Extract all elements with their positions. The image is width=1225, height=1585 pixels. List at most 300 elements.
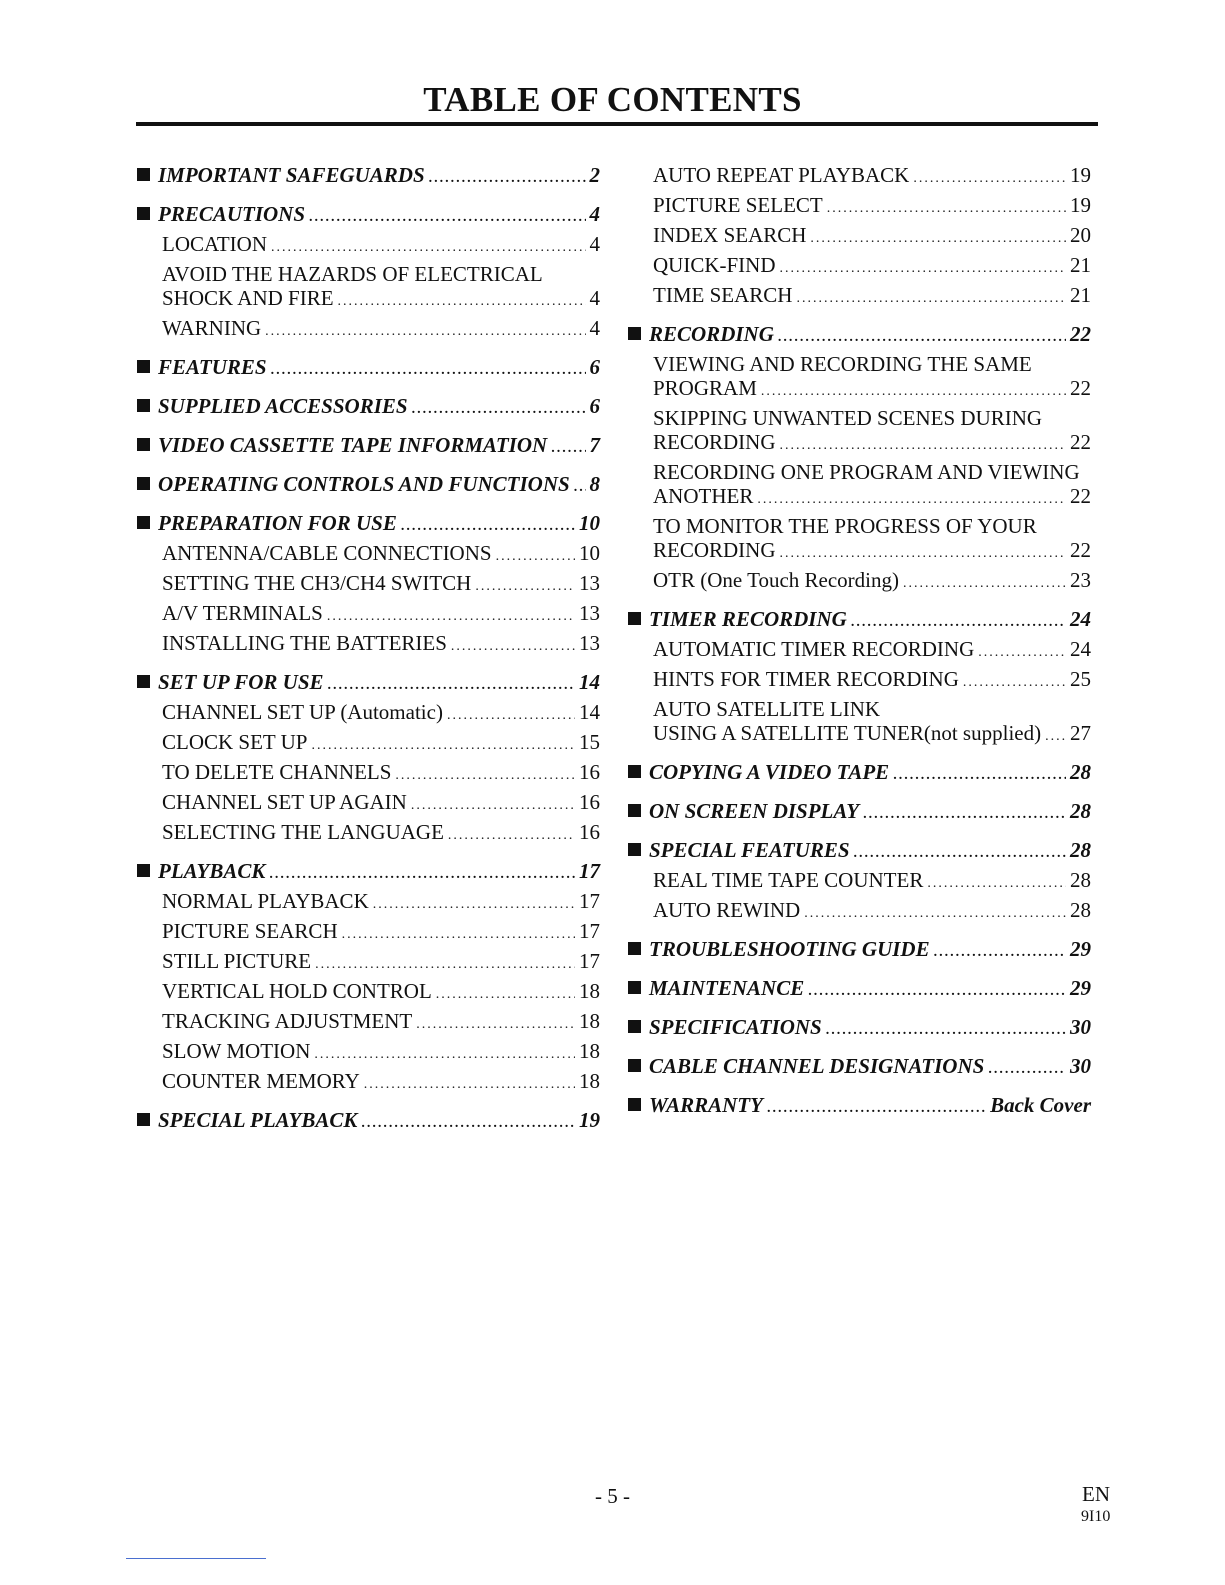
toc-line bbox=[628, 280, 1091, 310]
toc-line bbox=[628, 376, 1091, 400]
square-bullet-icon bbox=[628, 327, 641, 340]
toc-entry-title: VIEWING AND RECORDING THE SAME bbox=[653, 352, 1032, 376]
toc-line bbox=[628, 430, 1091, 454]
toc-entry-title: HINTS FOR TIMER RECORDING bbox=[653, 667, 959, 691]
toc-page-number: 15 bbox=[579, 730, 600, 754]
toc-subentry bbox=[628, 220, 1091, 250]
toc-page-number: 2 bbox=[589, 163, 600, 187]
toc-entry-title: TIMER RECORDING bbox=[649, 607, 847, 631]
toc-subentry bbox=[628, 403, 1091, 457]
dot-leader bbox=[1045, 725, 1066, 749]
toc-entry-title: ANTENNA/CABLE CONNECTIONS bbox=[162, 541, 492, 565]
toc-page-number: 16 bbox=[579, 820, 600, 844]
square-bullet-icon bbox=[628, 1098, 641, 1111]
toc-page-number: 29 bbox=[1070, 976, 1091, 1000]
toc-entry-title: SETTING THE CH3/CH4 SWITCH bbox=[162, 571, 472, 595]
toc-section-entry bbox=[137, 856, 600, 886]
dot-leader bbox=[265, 317, 585, 347]
toc-entry-title: TO DELETE CHANNELS bbox=[162, 760, 392, 784]
toc-section-entry bbox=[137, 430, 600, 460]
toc-line bbox=[628, 406, 1091, 430]
toc-page-number: 6 bbox=[589, 355, 600, 379]
toc-entry-title: TRACKING ADJUSTMENT bbox=[162, 1009, 413, 1033]
dot-leader bbox=[757, 488, 1066, 512]
toc-line bbox=[137, 262, 600, 286]
toc-line bbox=[628, 220, 1091, 250]
toc-entry-title: VIDEO CASSETTE TAPE INFORMATION bbox=[158, 433, 548, 457]
square-bullet-icon bbox=[628, 843, 641, 856]
square-bullet-icon bbox=[628, 1059, 641, 1072]
toc-entry-title: RECORDING bbox=[649, 322, 774, 346]
square-bullet-icon bbox=[137, 516, 150, 529]
toc-page-number: 22 bbox=[1070, 322, 1091, 346]
toc-line bbox=[137, 1105, 600, 1135]
dot-leader bbox=[761, 380, 1066, 404]
toc-entry-title: AUTO SATELLITE LINK bbox=[653, 697, 881, 721]
toc-entry-title: COPYING A VIDEO TAPE bbox=[649, 760, 890, 784]
dot-leader bbox=[963, 668, 1066, 698]
dot-leader bbox=[271, 356, 586, 386]
dot-leader bbox=[574, 473, 586, 503]
dot-leader bbox=[778, 323, 1066, 353]
dot-leader bbox=[863, 800, 1066, 830]
toc-entry-title: RECORDING bbox=[653, 430, 776, 454]
toc-entry-title: OTR (One Touch Recording) bbox=[653, 568, 900, 592]
toc-subentry bbox=[137, 229, 600, 259]
toc-subentry bbox=[628, 457, 1091, 511]
dot-leader bbox=[416, 1010, 575, 1040]
toc-page-number: 18 bbox=[579, 979, 600, 1003]
toc-line bbox=[628, 697, 1091, 721]
toc-entry-title: PRECAUTIONS bbox=[158, 202, 306, 226]
toc-page-number: 28 bbox=[1070, 799, 1091, 823]
toc-page-number: 13 bbox=[579, 571, 600, 595]
toc-section-entry bbox=[137, 508, 600, 538]
toc-subentry bbox=[628, 349, 1091, 403]
page-number: - 5 - bbox=[595, 1484, 630, 1508]
dot-leader bbox=[780, 254, 1067, 284]
toc-page-number: 4 bbox=[589, 202, 600, 226]
toc-entry-title: AUTO REPEAT PLAYBACK bbox=[653, 163, 910, 187]
toc-entry-title: STILL PICTURE bbox=[162, 949, 312, 973]
toc-page-number: 22 bbox=[1070, 484, 1091, 508]
toc-entry-title: AUTOMATIC TIMER RECORDING bbox=[653, 637, 975, 661]
toc-line bbox=[137, 1066, 600, 1096]
toc-subentry bbox=[137, 313, 600, 343]
dot-leader bbox=[903, 569, 1066, 599]
toc-entry-title: SKIPPING UNWANTED SCENES DURING bbox=[653, 406, 1043, 430]
dot-leader bbox=[893, 761, 1066, 791]
toc-entry-title: FEATURES bbox=[158, 355, 267, 379]
toc-page-number: 30 bbox=[1070, 1015, 1091, 1039]
dot-leader bbox=[364, 1070, 575, 1100]
dot-leader bbox=[927, 869, 1066, 899]
toc-line bbox=[628, 757, 1091, 787]
toc-line bbox=[137, 538, 600, 568]
dot-leader bbox=[412, 395, 586, 425]
toc-entry-title: ANOTHER bbox=[653, 484, 754, 508]
toc-entry-title: INSTALLING THE BATTERIES bbox=[162, 631, 447, 655]
toc-line bbox=[628, 160, 1091, 190]
toc-page-number: 29 bbox=[1070, 937, 1091, 961]
toc-entry-title: A/V TERMINALS bbox=[162, 601, 323, 625]
toc-page-number: 22 bbox=[1070, 376, 1091, 400]
toc-entry-title: TROUBLESHOOTING GUIDE bbox=[649, 937, 930, 961]
toc-subentry bbox=[628, 694, 1091, 748]
toc-page-number: 28 bbox=[1070, 898, 1091, 922]
toc-line bbox=[628, 835, 1091, 865]
dot-leader bbox=[436, 980, 575, 1010]
toc-line bbox=[137, 916, 600, 946]
toc-section-entry bbox=[137, 469, 600, 499]
toc-line bbox=[628, 190, 1091, 220]
toc-page-number: 23 bbox=[1070, 568, 1091, 592]
toc-subentry bbox=[628, 160, 1091, 190]
square-bullet-icon bbox=[628, 765, 641, 778]
toc-line bbox=[137, 469, 600, 499]
toc-page-number: 20 bbox=[1070, 223, 1091, 247]
toc-section-entry bbox=[137, 1105, 600, 1135]
toc-entry-title: OPERATING CONTROLS AND FUNCTIONS bbox=[158, 472, 570, 496]
toc-page-number: 22 bbox=[1070, 430, 1091, 454]
square-bullet-icon bbox=[137, 675, 150, 688]
toc-entry-title: ON SCREEN DISPLAY bbox=[649, 799, 860, 823]
toc-line bbox=[137, 886, 600, 916]
toc-line bbox=[137, 787, 600, 817]
toc-section-entry bbox=[628, 934, 1091, 964]
toc-entry-title: MAINTENANCE bbox=[649, 976, 805, 1000]
toc-section-entry bbox=[628, 604, 1091, 634]
toc-entry-title: WARNING bbox=[162, 316, 262, 340]
toc-line bbox=[137, 199, 600, 229]
toc-line bbox=[628, 250, 1091, 280]
toc-line bbox=[628, 796, 1091, 826]
toc-entry-title: RECORDING ONE PROGRAM AND VIEWING bbox=[653, 460, 1080, 484]
toc-line bbox=[137, 727, 600, 757]
dot-leader bbox=[988, 1055, 1066, 1085]
toc-entry-title: SPECIAL FEATURES bbox=[649, 838, 850, 862]
toc-page-number: 18 bbox=[579, 1009, 600, 1033]
toc-subentry bbox=[628, 865, 1091, 895]
square-bullet-icon bbox=[137, 477, 150, 490]
toc-line bbox=[137, 286, 600, 310]
toc-subentry bbox=[628, 511, 1091, 565]
toc-entry-title: PLAYBACK bbox=[158, 859, 266, 883]
toc-line bbox=[137, 976, 600, 1006]
toc-column-left bbox=[137, 160, 600, 1135]
toc-entry-title: PROGRAM bbox=[653, 376, 757, 400]
toc-page-number: 18 bbox=[579, 1039, 600, 1063]
toc-page-number: 4 bbox=[589, 316, 600, 340]
toc-entry-title: TO MONITOR THE PROGRESS OF YOUR bbox=[653, 514, 1037, 538]
toc-page-number: 21 bbox=[1070, 283, 1091, 307]
toc-entry-title: USING A SATELLITE TUNER(not supplied) bbox=[653, 721, 1042, 745]
toc-entry-title: WARRANTY bbox=[649, 1093, 763, 1117]
toc-subentry bbox=[137, 1036, 600, 1066]
toc-line bbox=[137, 229, 600, 259]
toc-line bbox=[628, 604, 1091, 634]
square-bullet-icon bbox=[137, 360, 150, 373]
toc-page-number: 17 bbox=[579, 859, 600, 883]
toc-subentry bbox=[628, 250, 1091, 280]
toc-subentry bbox=[137, 538, 600, 568]
toc-line bbox=[628, 538, 1091, 562]
toc-line bbox=[628, 1090, 1091, 1120]
square-bullet-icon bbox=[137, 168, 150, 181]
dot-leader bbox=[804, 899, 1066, 929]
toc-entry-title: SPECIFICATIONS bbox=[649, 1015, 822, 1039]
toc-section-entry bbox=[628, 1090, 1091, 1120]
dot-leader bbox=[827, 194, 1066, 224]
dot-leader bbox=[342, 920, 575, 950]
toc-page-number: 6 bbox=[589, 394, 600, 418]
toc-section-entry bbox=[137, 199, 600, 229]
toc-entry-title: AUTO REWIND bbox=[653, 898, 801, 922]
dot-leader bbox=[451, 632, 575, 662]
toc-entry-title: PREPARATION FOR USE bbox=[158, 511, 397, 535]
toc-page-number: 17 bbox=[579, 949, 600, 973]
toc-subentry bbox=[137, 697, 600, 727]
toc-page-number: 13 bbox=[579, 631, 600, 655]
toc-subentry bbox=[628, 895, 1091, 925]
toc-entry-title: INDEX SEARCH bbox=[653, 223, 807, 247]
toc-column-right bbox=[628, 160, 1091, 1120]
toc-page-number: 10 bbox=[579, 541, 600, 565]
toc-entry-title: LOCATION bbox=[162, 232, 267, 256]
toc-subentry bbox=[137, 787, 600, 817]
toc-entry-title: SET UP FOR USE bbox=[158, 670, 324, 694]
toc-entry-title: NORMAL PLAYBACK bbox=[162, 889, 369, 913]
dot-leader bbox=[447, 701, 575, 731]
toc-subentry bbox=[137, 886, 600, 916]
toc-line bbox=[628, 721, 1091, 745]
square-bullet-icon bbox=[137, 1113, 150, 1126]
toc-page-number: 13 bbox=[579, 601, 600, 625]
square-bullet-icon bbox=[628, 1020, 641, 1033]
toc-page-number: 19 bbox=[1070, 163, 1091, 187]
toc-page-number: Back Cover bbox=[990, 1093, 1091, 1117]
toc-section-entry bbox=[628, 1012, 1091, 1042]
square-bullet-icon bbox=[628, 981, 641, 994]
toc-page-number: 19 bbox=[579, 1108, 600, 1132]
toc-line bbox=[628, 865, 1091, 895]
dot-leader bbox=[934, 938, 1066, 968]
toc-page-number: 22 bbox=[1070, 538, 1091, 562]
toc-section-entry bbox=[137, 667, 600, 697]
toc-line bbox=[137, 1006, 600, 1036]
toc-line bbox=[137, 508, 600, 538]
toc-section-entry bbox=[628, 973, 1091, 1003]
toc-line bbox=[137, 313, 600, 343]
dot-leader bbox=[780, 434, 1066, 458]
language-code: EN bbox=[1082, 1482, 1110, 1506]
dot-leader bbox=[271, 233, 586, 263]
toc-subentry bbox=[137, 259, 600, 313]
toc-subentry bbox=[628, 634, 1091, 664]
toc-entry-title: QUICK-FIND bbox=[653, 253, 776, 277]
dot-leader bbox=[978, 638, 1066, 668]
toc-line bbox=[628, 1051, 1091, 1081]
toc-line bbox=[628, 1012, 1091, 1042]
toc-subentry bbox=[137, 757, 600, 787]
scan-artifact-line bbox=[126, 1558, 266, 1559]
toc-section-entry bbox=[137, 352, 600, 382]
dot-leader bbox=[808, 977, 1066, 1007]
toc-entry-title: VERTICAL HOLD CONTROL bbox=[162, 979, 432, 1003]
square-bullet-icon bbox=[137, 399, 150, 412]
toc-page-number: 28 bbox=[1070, 838, 1091, 862]
dot-leader bbox=[796, 284, 1066, 314]
toc-line bbox=[137, 856, 600, 886]
dot-leader bbox=[810, 224, 1066, 254]
toc-page-number: 4 bbox=[589, 286, 600, 310]
square-bullet-icon bbox=[137, 864, 150, 877]
toc-section-entry bbox=[628, 796, 1091, 826]
toc-section-entry bbox=[137, 391, 600, 421]
toc-line bbox=[628, 514, 1091, 538]
toc-line bbox=[137, 697, 600, 727]
page-title: TABLE OF CONTENTS bbox=[423, 80, 802, 119]
toc-line bbox=[137, 757, 600, 787]
toc-subentry bbox=[628, 280, 1091, 310]
toc-line bbox=[628, 352, 1091, 376]
dot-leader bbox=[361, 1109, 575, 1139]
toc-entry-title: SLOW MOTION bbox=[162, 1039, 311, 1063]
toc-entry-title: CHANNEL SET UP AGAIN bbox=[162, 790, 407, 814]
toc-page-number: 14 bbox=[579, 670, 600, 694]
toc-subentry bbox=[137, 976, 600, 1006]
toc-subentry bbox=[137, 628, 600, 658]
toc-line bbox=[137, 817, 600, 847]
toc-line bbox=[628, 895, 1091, 925]
title-rule bbox=[136, 122, 1098, 126]
toc-page-number: 7 bbox=[589, 433, 600, 457]
toc-line bbox=[628, 319, 1091, 349]
toc-line bbox=[628, 460, 1091, 484]
toc-page-number: 4 bbox=[589, 232, 600, 256]
toc-entry-title: CHANNEL SET UP (Automatic) bbox=[162, 700, 443, 724]
dot-leader bbox=[913, 164, 1066, 194]
toc-line bbox=[137, 1036, 600, 1066]
square-bullet-icon bbox=[137, 207, 150, 220]
toc-subentry bbox=[137, 946, 600, 976]
toc-subentry bbox=[628, 664, 1091, 694]
toc-page-number: 24 bbox=[1070, 637, 1091, 661]
toc-page-number: 17 bbox=[579, 919, 600, 943]
square-bullet-icon bbox=[628, 804, 641, 817]
square-bullet-icon bbox=[628, 612, 641, 625]
toc-entry-title: TIME SEARCH bbox=[653, 283, 793, 307]
toc-line bbox=[137, 568, 600, 598]
toc-line bbox=[137, 628, 600, 658]
dot-leader bbox=[767, 1094, 986, 1124]
toc-subentry bbox=[137, 727, 600, 757]
toc-entry-title: COUNTER MEMORY bbox=[162, 1069, 360, 1093]
toc-page-number: 17 bbox=[579, 889, 600, 913]
toc-line bbox=[137, 667, 600, 697]
toc-section-entry bbox=[137, 160, 600, 190]
toc-entry-title: SPECIAL PLAYBACK bbox=[158, 1108, 358, 1132]
toc-page-number: 21 bbox=[1070, 253, 1091, 277]
toc-page-number: 16 bbox=[579, 760, 600, 784]
toc-subentry bbox=[628, 190, 1091, 220]
toc-entry-title: SUPPLIED ACCESSORIES bbox=[158, 394, 408, 418]
toc-subentry bbox=[137, 817, 600, 847]
square-bullet-icon bbox=[137, 438, 150, 451]
toc-entry-title: CABLE CHANNEL DESIGNATIONS bbox=[649, 1054, 985, 1078]
toc-line bbox=[628, 484, 1091, 508]
toc-page-number: 8 bbox=[589, 472, 600, 496]
document-code: 9I10 bbox=[1081, 1508, 1111, 1525]
toc-line bbox=[137, 160, 600, 190]
toc-line bbox=[137, 352, 600, 382]
dot-leader bbox=[373, 890, 575, 920]
toc-entry-title: SELECTING THE LANGUAGE bbox=[162, 820, 444, 844]
toc-page-number: 19 bbox=[1070, 193, 1091, 217]
toc-entry-title: REAL TIME TAPE COUNTER bbox=[653, 868, 924, 892]
toc-page-number: 16 bbox=[579, 790, 600, 814]
toc-page-number: 28 bbox=[1070, 868, 1091, 892]
toc-entry-title: PICTURE SEARCH bbox=[162, 919, 338, 943]
dot-leader bbox=[826, 1016, 1066, 1046]
toc-entry-title: SHOCK AND FIRE bbox=[162, 286, 334, 310]
dot-leader bbox=[448, 821, 575, 851]
toc-page-number: 25 bbox=[1070, 667, 1091, 691]
dot-leader bbox=[309, 203, 585, 233]
toc-section-entry bbox=[628, 757, 1091, 787]
toc-subentry bbox=[137, 598, 600, 628]
toc-page-number: 18 bbox=[579, 1069, 600, 1093]
toc-subentry bbox=[137, 1066, 600, 1096]
toc-page-number: 10 bbox=[579, 511, 600, 535]
toc-section-entry bbox=[628, 1051, 1091, 1081]
toc-line bbox=[628, 634, 1091, 664]
toc-page-number: 30 bbox=[1070, 1054, 1091, 1078]
dot-leader bbox=[780, 542, 1066, 566]
toc-entry-title: IMPORTANT SAFEGUARDS bbox=[158, 163, 425, 187]
toc-page-number: 14 bbox=[579, 700, 600, 724]
dot-leader bbox=[338, 290, 586, 314]
dot-leader bbox=[395, 761, 575, 791]
toc-line bbox=[137, 391, 600, 421]
toc-subentry bbox=[628, 565, 1091, 595]
dot-leader bbox=[475, 572, 575, 602]
toc-line bbox=[137, 430, 600, 460]
dot-leader bbox=[429, 164, 586, 194]
toc-entry-title: CLOCK SET UP bbox=[162, 730, 308, 754]
toc-entry-title: PICTURE SELECT bbox=[653, 193, 823, 217]
toc-line bbox=[137, 598, 600, 628]
dot-leader bbox=[496, 542, 575, 572]
dot-leader bbox=[551, 434, 585, 464]
toc-line bbox=[628, 934, 1091, 964]
square-bullet-icon bbox=[628, 942, 641, 955]
toc-line bbox=[137, 946, 600, 976]
toc-page-number: 24 bbox=[1070, 607, 1091, 631]
toc-subentry bbox=[137, 568, 600, 598]
toc-page-number: 27 bbox=[1070, 721, 1091, 745]
toc-entry-title: AVOID THE HAZARDS OF ELECTRICAL bbox=[162, 262, 543, 286]
toc-section-entry bbox=[628, 319, 1091, 349]
toc-subentry bbox=[137, 1006, 600, 1036]
toc-line bbox=[628, 664, 1091, 694]
toc-line bbox=[628, 565, 1091, 595]
toc-entry-title: RECORDING bbox=[653, 538, 776, 562]
toc-subentry bbox=[137, 916, 600, 946]
toc-line bbox=[628, 973, 1091, 1003]
toc-section-entry bbox=[628, 835, 1091, 865]
toc-page-number: 28 bbox=[1070, 760, 1091, 784]
